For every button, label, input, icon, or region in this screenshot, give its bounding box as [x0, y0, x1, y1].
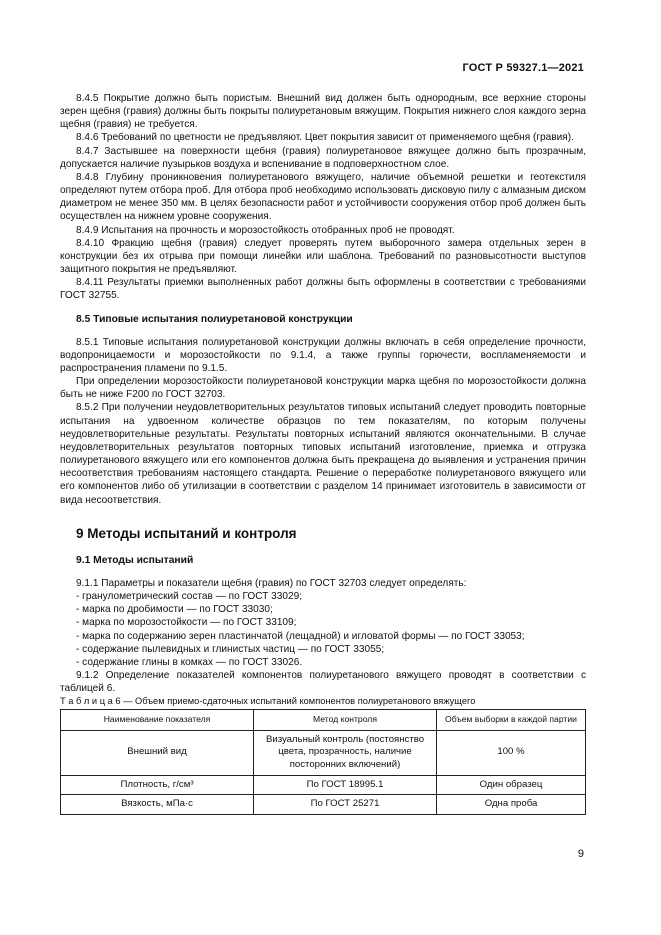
list-item: - гранулометрический состав — по ГОСТ 33029; — [76, 591, 303, 603]
table-cell: Одна проба — [437, 795, 586, 815]
section-heading-8-5: 8.5 Типовые испытания полиуретановой конструкции — [76, 313, 353, 325]
paragraph-8-4-11: 8.4.11 Результаты приемки выполненных работ должны быть оформлены в соответствии с требованиями ГОСТ 32755. — [60, 277, 586, 302]
table-cell: Визуальный контроль (постоянство цвета, прозрачность, наличие посторонних включений) — [254, 730, 437, 775]
table-header-cell: Наименование показателя — [61, 709, 254, 730]
list-item: - содержание глины в комках — по ГОСТ 33026. — [76, 656, 303, 668]
table-row — [61, 795, 586, 815]
paragraph-8-5-1: 8.5.1 Типовые испытания полиуретановой конструкции должны включать в себя определение прочности, водопроницаемости и морозостойкости по 9.1.4, а также группы горючести, воспламеняемости и распространения пламени по 9.1.5. — [60, 336, 586, 374]
document-body — [60, 92, 586, 815]
list-item: - содержание пылевидных и глинистых частиц — по ГОСТ 33055; — [76, 643, 385, 655]
table-cell: По ГОСТ 25271 — [254, 795, 437, 815]
table-cell: Плотность, г/см³ — [61, 775, 254, 795]
table-header-cell: Метод контроля — [254, 709, 437, 730]
table-row — [61, 775, 586, 795]
table-cell: По ГОСТ 18995.1 — [254, 775, 437, 795]
table-header-row — [61, 709, 586, 730]
list-item: - марка по морозостойкости — по ГОСТ 33109; — [76, 617, 297, 629]
paragraph-8-4-7: 8.4.7 Застывшее на поверхности щебня (гравия) полиуретановое вяжущее должно быть прозрачным, допускается наличие пузырьков воздуха и вспенивание в подповерхностном слое. — [60, 145, 586, 170]
paragraph-8-4-10: 8.4.10 Фракцию щебня (гравия) следует проверять путем выборочного замера отдельных зерен в конструкции без их отрыва при помощи линейки или шаблона. Требований по разновысотности выступов защитного покрытия не предъявляют. — [60, 237, 586, 276]
list-item: - марка по дробимости — по ГОСТ 33030; — [76, 604, 273, 616]
table-cell: Вязкость, мПа·с — [61, 795, 254, 815]
section-heading-9-1: 9.1 Методы испытаний — [76, 554, 194, 566]
list-item: - марка по содержанию зерен пластинчатой (лещадной) и игловатой формы — по ГОСТ 33053; — [76, 630, 525, 642]
table-row — [61, 730, 586, 775]
paragraph-8-5-2: 8.5.2 При получении неудовлетворительных результатов типовых испытаний следует проводить повторные испытания на удвоенном количестве образцов по тем показателям, по которым получены неудовлетворительные результаты. Результаты повторных испытаний являются окончательными. В случае неудовлетворительных результатов повторных типовых испытаний изготовление, приемка и отгрузка полиуретанового вяжущего или его компонентов должна быть прекращена до выявления и устранения причин несоответствия требованиям настоящего стандарта. Решение о переработке полиуретанового вяжущего или его компонентов либо об утилизации в соответствии с разделом 14 принимает изготовитель в зависимости от вида несоответствия. — [60, 402, 586, 506]
paragraph-8-5-1-frost: При определении морозостойкости полиуретановой конструкции марка щебня по морозостойкости должна быть не ниже F200 по ГОСТ 32703. — [60, 376, 586, 401]
table-cell: 100 % — [437, 730, 586, 775]
paragraph-9-1-1: 9.1.1 Параметры и показатели щебня (гравия) по ГОСТ 32703 следует определять: — [76, 578, 467, 589]
section-heading-9: 9 Методы испытаний и контроля — [76, 525, 297, 541]
table-cell: Один образец — [437, 775, 586, 795]
page-number: 9 — [577, 848, 584, 860]
paragraph-8-4-9: 8.4.9 Испытания на прочность и морозостойкость отобранных проб не проводят. — [76, 224, 455, 236]
paragraph-8-4-5: 8.4.5 Покрытие должно быть пористым. Внешний вид должен быть однородным, все верхние стороны зерен щебня (гравия) должны быть покрыты полиуретановым вяжущим. Покрытия нижнего слоя каждого зерна щебня (гравия) не требуется. — [60, 93, 586, 131]
paragraph-8-4-8: 8.4.8 Глубину проникновения полиуретанового вяжущего, наличие объемной решетки и геотекстиля определяют путем отбора проб. Для отбора проб необходимо использовать дисковую пилу с алмазным диском диаметром не менее 350 мм. В целях безопасности работ и устойчивости сооружения отбор проб должен быть осуществлен на нижнем уровне сооружения. — [60, 171, 586, 223]
table-caption: Т а б л и ц а 6 — Объем приемо-сдаточных испытаний компонентов полиуретанового вяжущего — [60, 696, 476, 707]
document-code: ГОСТ Р 59327.1—2021 — [462, 62, 584, 74]
table-6 — [60, 709, 586, 815]
paragraph-8-4-6: 8.4.6 Требований по цветности не предъявляют. Цвет покрытия зависит от применяемого щебня (гравия). — [76, 132, 574, 144]
paragraph-9-1-2: 9.1.2 Определение показателей компонентов полиуретанового вяжущего проводят в соответствии с таблицей 6. — [60, 670, 586, 695]
table-cell: Внешний вид — [61, 730, 254, 775]
table-header-cell: Объем выборки в каждой партии — [437, 709, 586, 730]
